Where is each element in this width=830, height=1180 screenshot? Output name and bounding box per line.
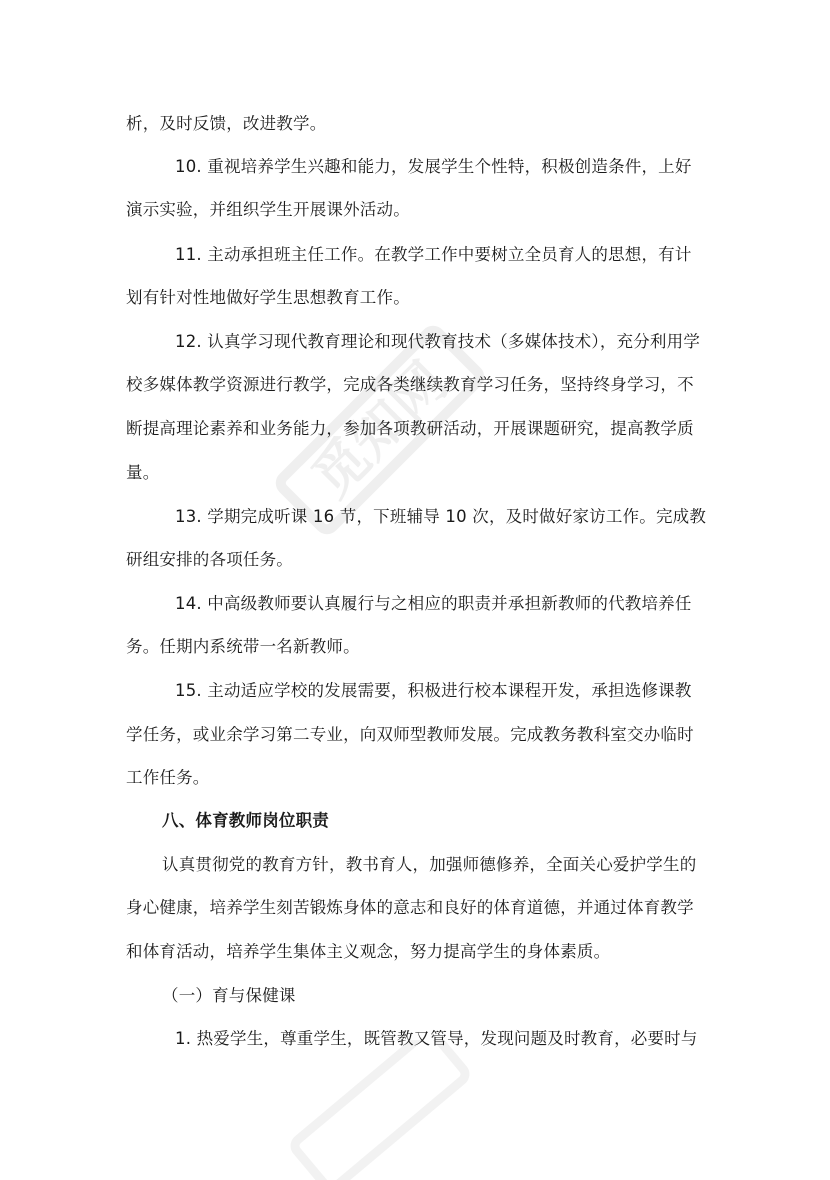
section-intro-line-1: 认真贯彻党的教育方针，教书育人，加强师德修养，全面关心爱护学生的 bbox=[162, 855, 697, 874]
paragraph-line: 析，及时反馈，改进教学。 bbox=[126, 114, 327, 133]
list-item-11-line-2: 划有针对性地做好学生思想教育工作。 bbox=[126, 288, 410, 307]
section-heading: 八、体育教师岗位职责 bbox=[162, 811, 329, 830]
watermark-text: 觅知网 bbox=[300, 350, 460, 510]
list-item-13-line-1: 13. 学期完成听课 16 节，下班辅导 10 次，及时做好家访工作。完成教 bbox=[175, 507, 707, 526]
list-item-11-line-1: 11. 主动承担班主任工作。在教学工作中要树立全员育人的思想，有计 bbox=[175, 245, 692, 264]
section-intro-line-2: 身心健康，培养学生刻苦锻炼身体的意志和良好的体育道德，并通过体育教学 bbox=[126, 898, 694, 917]
list-item-10-line-1: 10. 重视培养学生兴趣和能力，发展学生个性特，积极创造条件，上好 bbox=[175, 157, 692, 176]
subsection-heading: （一）育与保健课 bbox=[162, 986, 296, 1005]
list-item-12-line-2: 校多媒体教学资源进行教学，完成各类继续教育学习任务，坚持终身学习，不 bbox=[126, 375, 694, 394]
list-item-10-line-2: 演示实验，并组织学生开展课外活动。 bbox=[126, 200, 410, 219]
list-item-15-line-1: 15. 主动适应学校的发展需要，积极进行校本课程开发，承担选修课教 bbox=[175, 681, 692, 700]
list-item-12-line-4: 量。 bbox=[126, 463, 160, 482]
list-item-14-line-2: 务。任期内系统带一名新教师。 bbox=[126, 637, 360, 656]
list-item-13-line-2: 研组安排的各项任务。 bbox=[126, 550, 293, 569]
list-item-14-line-1: 14. 中高级教师要认真履行与之相应的职责并承担新教师的代教培养任 bbox=[175, 594, 692, 613]
section-intro-line-3: 和体育活动，培养学生集体主义观念，努力提高学生的身体素质。 bbox=[126, 942, 611, 961]
watermark-bottom bbox=[280, 1040, 480, 1180]
list-item-12-line-1: 12. 认真学习现代教育理论和现代教育技术（多媒体技术），充分利用学 bbox=[175, 332, 701, 351]
list-item-15-line-2: 学任务，或业余学习第二专业，向双师型教师发展。完成教务教科室交办临时 bbox=[126, 725, 694, 744]
list-item-1-line-1: 1. 热爱学生，尊重学生，既管教又管导，发现问题及时教育，必要时与 bbox=[175, 1029, 698, 1048]
list-item-12-line-3: 断提高理论素养和业务能力，参加各项教研活动，开展课题研究，提高教学质 bbox=[126, 419, 694, 438]
list-item-15-line-3: 工作任务。 bbox=[126, 768, 210, 787]
